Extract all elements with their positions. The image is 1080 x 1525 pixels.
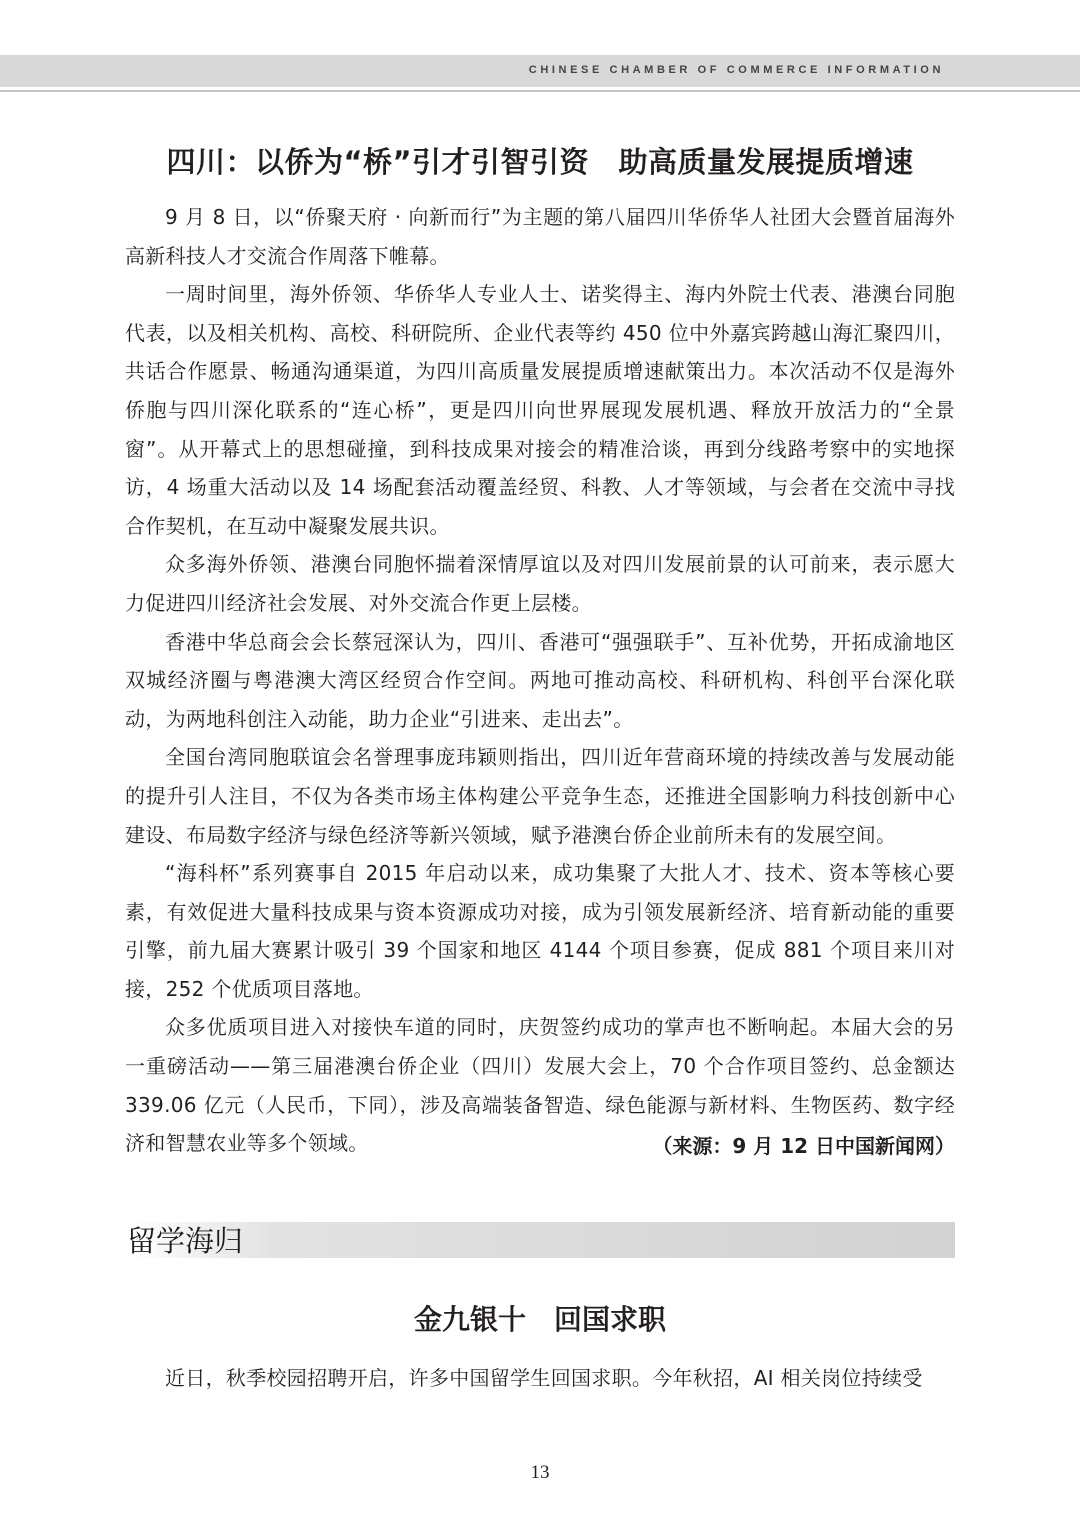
article-source: （来源：9 月 12 日中国新闻网）: [652, 1134, 955, 1158]
article-body: [125, 198, 955, 1163]
second-article-body: [125, 1359, 955, 1397]
publication-name: CHINESE CHAMBER OF COMMERCE INFORMATION: [528, 64, 944, 76]
paragraph: 一周时间里，海外侨领、华侨华人专业人士、诺奖得主、海内外院士代表、港澳台同胞代表，以及相关机构、高校、科研院所、企业代表等约 450 位中外嘉宾跨越山海汇聚四川，共话合作愿景、畅通沟通渠道，为四川高质量发展提质增速献策出力。本次活动不仅是海外侨胞与四川深化联系的“连心桥”，更是四川向世界展现发展机遇、释放开放活力的“全景窗”。从开幕式上的思想碰撞，到科技成果对接会的精准洽谈，再到分线路考察中的实地探访，4 场重大活动以及 14 场配套活动覆盖经贸、科教、人才等领域，与会者在交流中寻找合作契机，在互动中凝聚发展共识。: [125, 282, 955, 538]
section-header: [125, 1222, 955, 1258]
page-number: 13: [530, 1462, 550, 1483]
paragraph: 众多优质项目进入对接快车道的同时，庆贺签约成功的掌声也不断响起。本届大会的另一重磅活动——第三届港澳台侨企业（四川）发展大会上，70 个合作项目签约、总金额达 339.06 亿元（人民币，下同），涉及高端装备智造、绿色能源与新材料、生物医药、数字经济和智慧农业等多个领域。: [125, 1015, 955, 1156]
second-article-title: 金九银十 回国求职: [413, 1303, 666, 1336]
header-rule: [0, 90, 1080, 92]
paragraph: “海科杯”系列赛事自 2015 年启动以来，成功集聚了大批人才、技术、资本等核心要素，有效促进大量科技成果与资本资源成功对接，成为引领发展新经济、培育新动能的重要引擎，前九届大赛累计吸引 39 个国家和地区 4144 个项目参赛，促成 881 个项目来川对接，252 个优质项目落地。: [125, 861, 955, 1001]
paragraph: 全国台湾同胞联谊会名誉理事庞玮颖则指出，四川近年营商环境的持续改善与发展动能的提升引人注目，不仅为各类市场主体构建公平竞争生态，还推进全国影响力科技创新中心建设、布局数字经济与绿色经济等新兴领域，赋予港澳台侨企业前所未有的发展空间。: [125, 745, 955, 847]
paragraph: 香港中华总商会会长蔡冠深认为，四川、香港可“强强联手”、互补优势，开拓成渝地区双城经济圈与粤港澳大湾区经贸合作空间。两地可推动高校、科研机构、科创平台深化联动，为两地科创注入动能，助力企业“引进来、走出去”。: [125, 629, 955, 731]
article-title: 四川：以侨为“桥”引才引智引资 助高质量发展提质增速: [166, 145, 914, 179]
header-bar: [0, 55, 1080, 87]
paragraph: 9 月 8 日，以“侨聚天府 · 向新而行”为主题的第八届四川华侨华人社团大会暨首届海外高新科技人才交流合作周落下帷幕。: [125, 205, 955, 268]
paragraph: 众多海外侨领、港澳台同胞怀揣着深情厚谊以及对四川发展前景的认可前来，表示愿大力促进四川经济社会发展、对外交流合作更上层楼。: [125, 552, 955, 615]
section-title: 留学海归: [127, 1224, 244, 1258]
paragraph: 近日，秋季校园招聘开启，许多中国留学生回国求职。今年秋招，AI 相关岗位持续受: [165, 1366, 923, 1390]
